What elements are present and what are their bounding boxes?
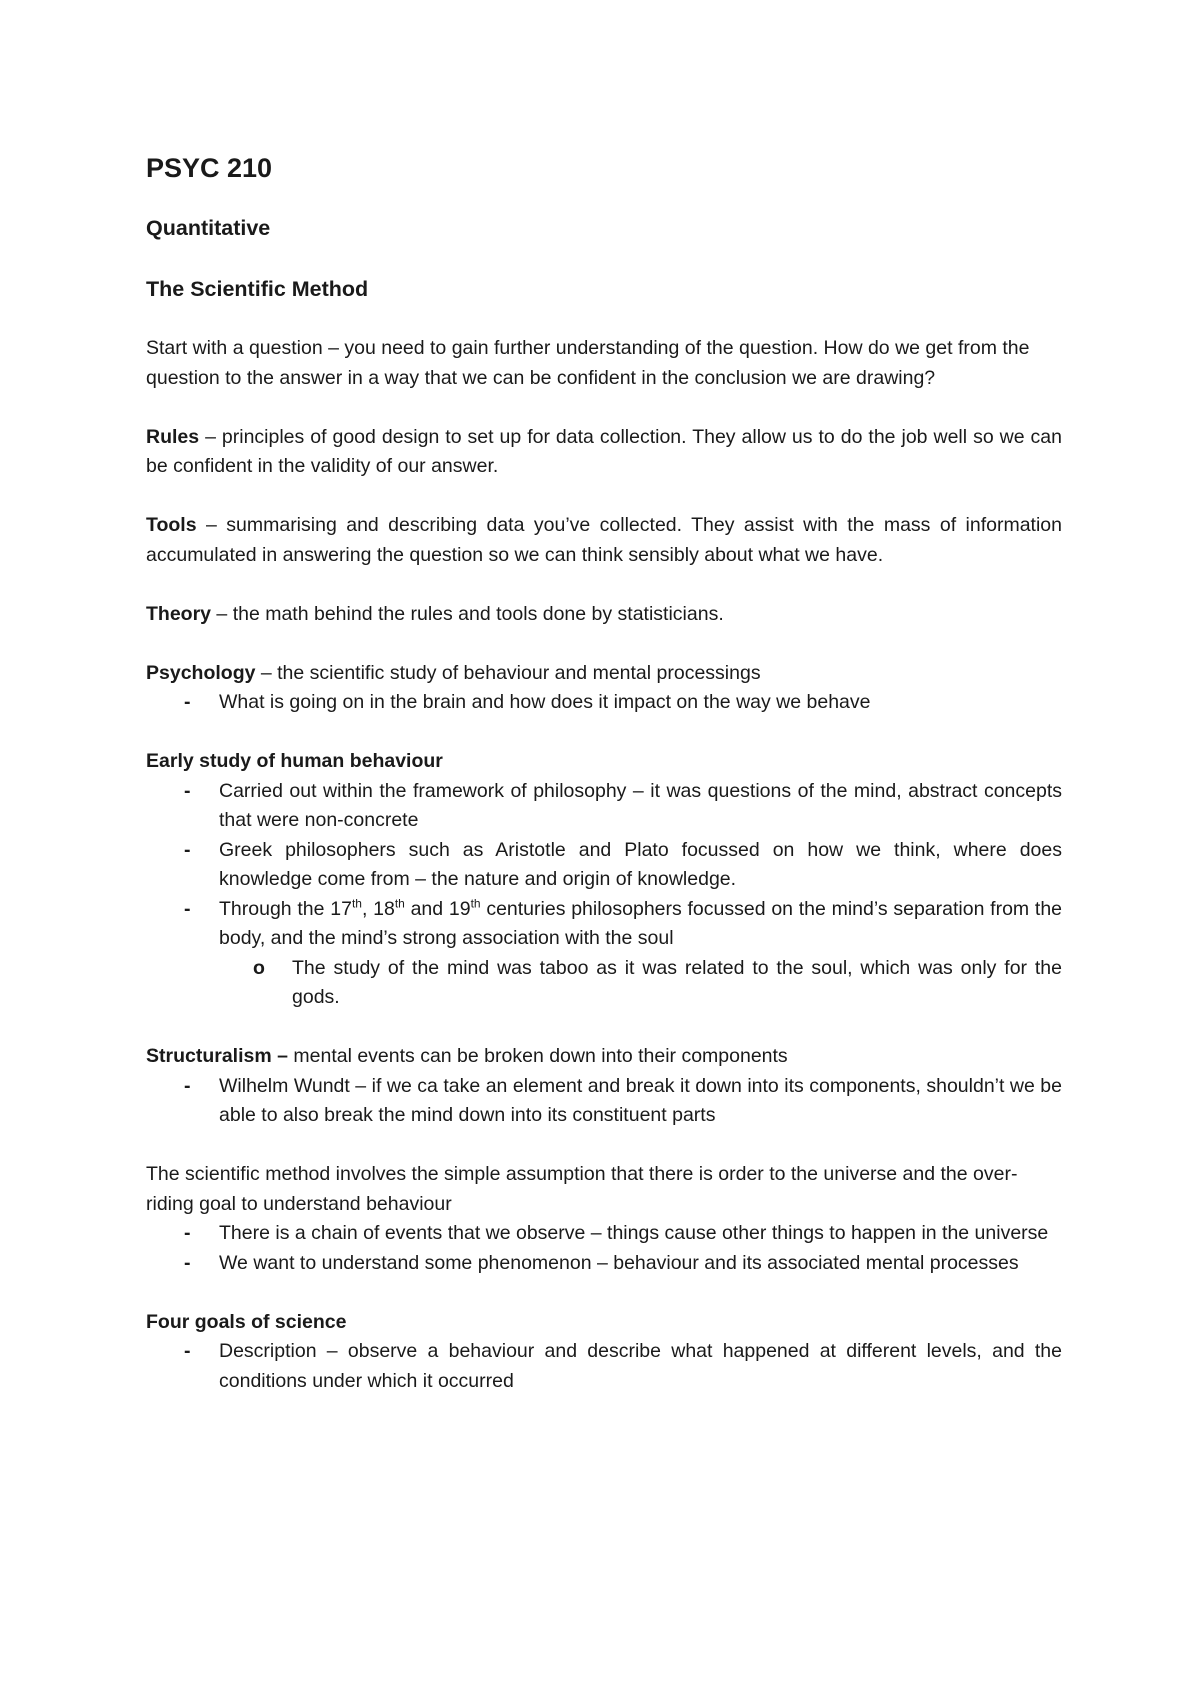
list-item: [146, 836, 1062, 895]
psychology-list: [146, 688, 1062, 718]
list-item: [146, 1337, 1062, 1396]
text-fragment: Through the 17: [219, 897, 352, 920]
list-item-text: Description – observe a behaviour and describe what happened at different levels, and the conditions under which it occurred: [219, 1340, 1062, 1392]
circle-bullet: o: [253, 956, 265, 979]
four-goals-heading: Four goals of science: [146, 1310, 347, 1333]
psychology-section: [146, 659, 1062, 718]
dash-bullet: -: [184, 691, 191, 713]
text-fragment: centuries philosophers focussed on the mind’s separation from the body, and the mind’s strong association with the soul: [219, 897, 1063, 949]
dash-bullet: -: [184, 1340, 191, 1362]
scientific-method-section: [146, 1160, 1062, 1278]
early-study-sublist: [219, 954, 1062, 1013]
theory-term: Theory: [146, 602, 212, 625]
dash-bullet: -: [184, 1251, 191, 1274]
intro-paragraph: Start with a question – you need to gain further understanding of the question. How do we get from the question to the answer in a way that we can be confident in the conclusion we are drawing?: [146, 337, 1030, 389]
superscript: th: [470, 896, 481, 910]
list-item-text: Carried out within the framework of philosophy – it was questions of the mind, abstract concepts that were non-concrete: [219, 779, 1062, 831]
list-item-text: What is going on in the brain and how does it impact on the way we behave: [219, 691, 871, 713]
early-study-list: [146, 777, 1062, 1013]
tools-paragraph: [146, 511, 1062, 570]
sub-list-item: [219, 954, 1062, 1013]
list-item: [146, 895, 1062, 1013]
section-heading: Quantitative: [146, 216, 271, 240]
list-item: [146, 688, 1062, 718]
theory-paragraph: [146, 600, 1062, 630]
list-item-text: [219, 898, 1062, 950]
list-item-text: Wilhelm Wundt – if we ca take an element and break it down into its components, shouldn’t we be able to also break the mind down into its constituent parts: [219, 1074, 1062, 1126]
rules-paragraph: [146, 423, 1062, 482]
document-title: PSYC 210: [146, 153, 273, 183]
early-study-section: [146, 747, 1062, 1013]
rules-term: Rules: [146, 425, 200, 448]
dash-bullet: -: [184, 1074, 191, 1097]
rules-text: – principles of good design to set up for data collection. They allow us to do the job well so we can be confident in the validity of our answer.: [146, 425, 1062, 477]
list-item-text: Greek philosophers such as Aristotle and Plato focussed on how we think, where does knowledge come from – the nature and origin of knowledge.: [219, 838, 1062, 890]
list-item: [146, 1249, 1062, 1279]
psychology-term: Psychology: [146, 661, 256, 684]
theory-text: – the math behind the rules and tools done by statisticians.: [211, 602, 724, 625]
four-goals-section: [146, 1308, 1062, 1397]
text-fragment: and 19: [404, 897, 471, 920]
list-item-text: There is a chain of events that we observe – things cause other things to happen in the universe: [219, 1222, 1049, 1244]
psychology-line: [146, 659, 1062, 689]
structuralism-text: mental events can be broken down into their components: [287, 1045, 788, 1067]
four-goals-list: [146, 1337, 1062, 1396]
tools-term: Tools: [146, 514, 197, 536]
dash-bullet: -: [184, 779, 191, 802]
list-item: [146, 1072, 1062, 1131]
tools-text: – summarising and describing data you’ve collected. They assist with the mass of information accumulated in answering the question so we can think sensibly about what we have.: [146, 514, 1062, 566]
structuralism-section: [146, 1042, 1062, 1131]
text-fragment: , 18: [361, 897, 395, 920]
list-item: [146, 1219, 1062, 1249]
list-item: [146, 777, 1062, 836]
dash-bullet: -: [184, 838, 191, 861]
dash-bullet: -: [184, 1222, 191, 1244]
structuralism-list: [146, 1072, 1062, 1131]
scientific-method-paragraph: The scientific method involves the simple assumption that there is order to the universe and the over-riding goal to understand behaviour: [146, 1163, 1018, 1215]
superscript: th: [351, 896, 362, 910]
scientific-method-list: [146, 1219, 1062, 1278]
list-item-text: We want to understand some phenomenon – behaviour and its associated mental processes: [219, 1251, 1019, 1274]
sub-list-item-text: The study of the mind was taboo as it was related to the soul, which was only for the gods.: [292, 956, 1062, 1008]
structuralism-line: [146, 1042, 1062, 1072]
dash-bullet: -: [184, 897, 191, 920]
psychology-text: – the scientific study of behaviour and mental processings: [255, 661, 761, 684]
early-study-heading: Early study of human behaviour: [146, 750, 443, 772]
superscript: th: [394, 896, 405, 910]
subsection-heading: The Scientific Method: [146, 277, 369, 301]
structuralism-term: Structuralism –: [146, 1045, 288, 1067]
